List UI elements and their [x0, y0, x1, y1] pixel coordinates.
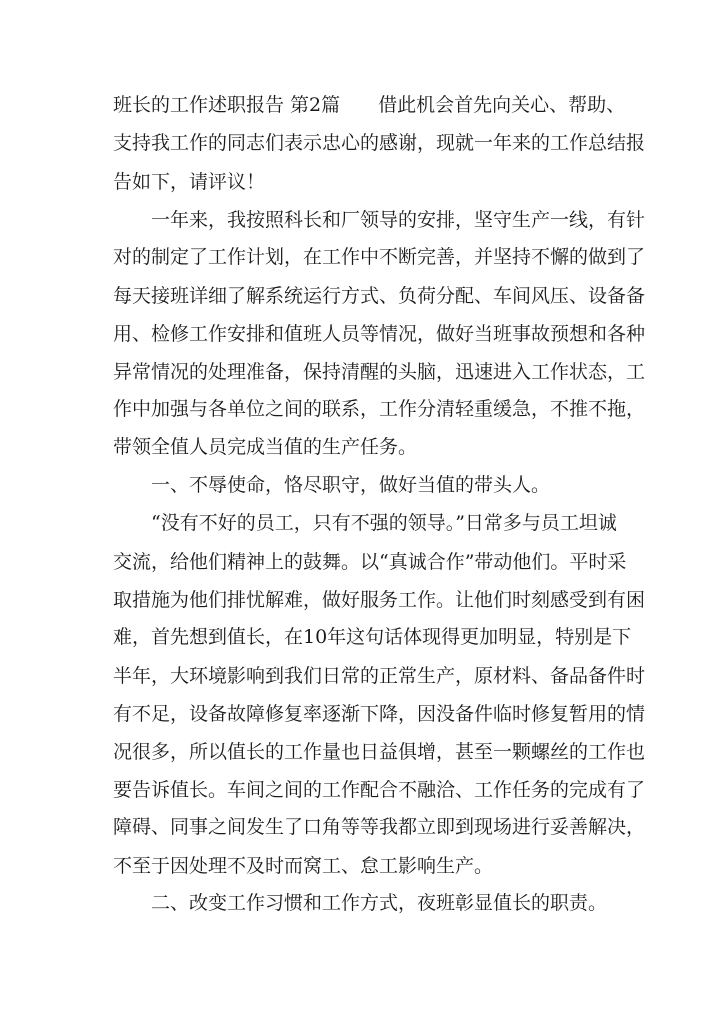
text-line: 告如下，请评议！ [113, 171, 266, 193]
text-line: 有不足，设备故障修复率逐渐下降，因没备件临时修复暂用的情 [113, 703, 646, 725]
text-line: 班长的工作述职报告 第2篇 借此机会首先向关心、帮助、 [113, 94, 626, 116]
text-line: “没有不好的员工，只有不强的领导。”日常多与员工坦诚 [113, 512, 617, 534]
text-line: 异常情况的处理准备，保持清醒的头脑，迅速进入工作状态，工 [113, 361, 646, 383]
section-heading: 二、改变工作习惯和工作方式，夜班彰显值长的职责。 [113, 892, 608, 914]
text-line: 作中加强与各单位之间的联系，工作分清轻重缓急，不推不拖， [113, 398, 646, 420]
text-line: 半年，大环境影响到我们日常的正常生产，原材料、备品备件时 [113, 665, 646, 687]
text-line: 要告诉值长。车间之间的工作配合不融洽、工作任务的完成有了 [113, 779, 646, 801]
text-line: 用、检修工作安排和值班人员等情况，做好当班事故预想和各种 [113, 323, 646, 345]
text-line: 难，首先想到值长，在10年这句话体现得更加明显，特别是下 [113, 626, 632, 648]
text-line: 对的制定了工作计划，在工作中不断完善，并坚持不懈的做到了 [113, 246, 646, 268]
text-line: 取措施为他们排忧解难，做好服务工作。让他们时刻感受到有困 [113, 589, 646, 611]
text-line: 每天接班详细了解系统运行方式、负荷分配、车间风压、设备备 [113, 285, 646, 307]
text-line: 障碍、同事之间发生了口角等等我都立即到现场进行妥善解决， [113, 816, 646, 838]
text-line: 况很多，所以值长的工作量也日益俱增，甚至一颗螺丝的工作也 [113, 741, 646, 763]
text-line: 不至于因处理不及时而窝工、怠工影响生产。 [113, 855, 494, 877]
text-line: 带领全值人员完成当值的生产任务。 [113, 436, 418, 458]
text-line: 交流，给他们精神上的鼓舞。以“真诚合作”带动他们。平时采 [113, 551, 627, 573]
text-line: 支持我工作的同志们表示忠心的感谢，现就一年来的工作总结报 [113, 132, 646, 154]
text-line: 一年来，我按照科长和厂领导的安排，坚守生产一线，有针 [113, 209, 646, 231]
section-heading: 一、不辱使命，恪尽职守，做好当值的带头人。 [113, 474, 551, 496]
